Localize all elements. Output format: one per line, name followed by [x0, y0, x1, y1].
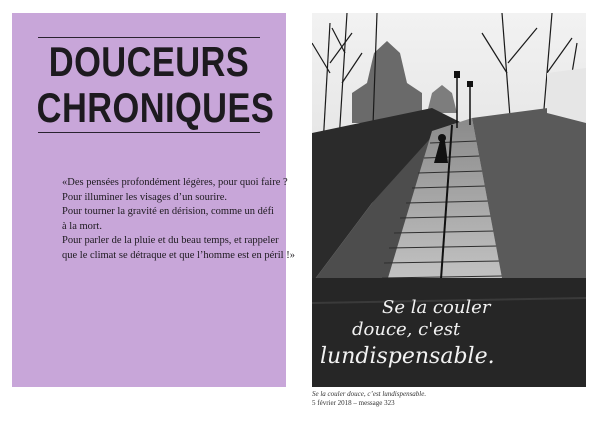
montmartre-stairs-photo — [312, 13, 586, 387]
quote-line: «Des pensées profondément légères, pour quoi faire ? — [62, 177, 288, 188]
quote-line: que le climat se détraque et que l’homme est en péril !» — [62, 249, 295, 261]
quote-line: Pour parler de la pluie et du beau temps, et rappeler — [62, 235, 279, 246]
quote-line: Pour tourner la gravité en dérision, comme un défi — [62, 206, 274, 217]
book-cover-panel — [12, 13, 295, 387]
caption-line-1: Se la couler douce, c’est lundispensable. — [312, 390, 427, 398]
title-line-2: CHRONIQUES — [36, 84, 275, 131]
quote-line: Pour illuminer les visages d’un sourire. — [62, 191, 228, 203]
graffiti-text-line-2: douce, c'est — [352, 319, 461, 340]
graffiti-text-line-3: lundispensable. — [320, 344, 495, 369]
graffiti-text-line-1: Se la couler — [382, 297, 491, 318]
photo-caption — [312, 390, 426, 408]
caption-line-2: 5 février 2018 – message 323 — [312, 399, 395, 407]
title-line-1: DOUCEURS — [48, 38, 250, 85]
title-bottom-rule — [38, 132, 260, 133]
quote-line: à la mort. — [62, 220, 102, 232]
quote-text — [62, 176, 295, 263]
